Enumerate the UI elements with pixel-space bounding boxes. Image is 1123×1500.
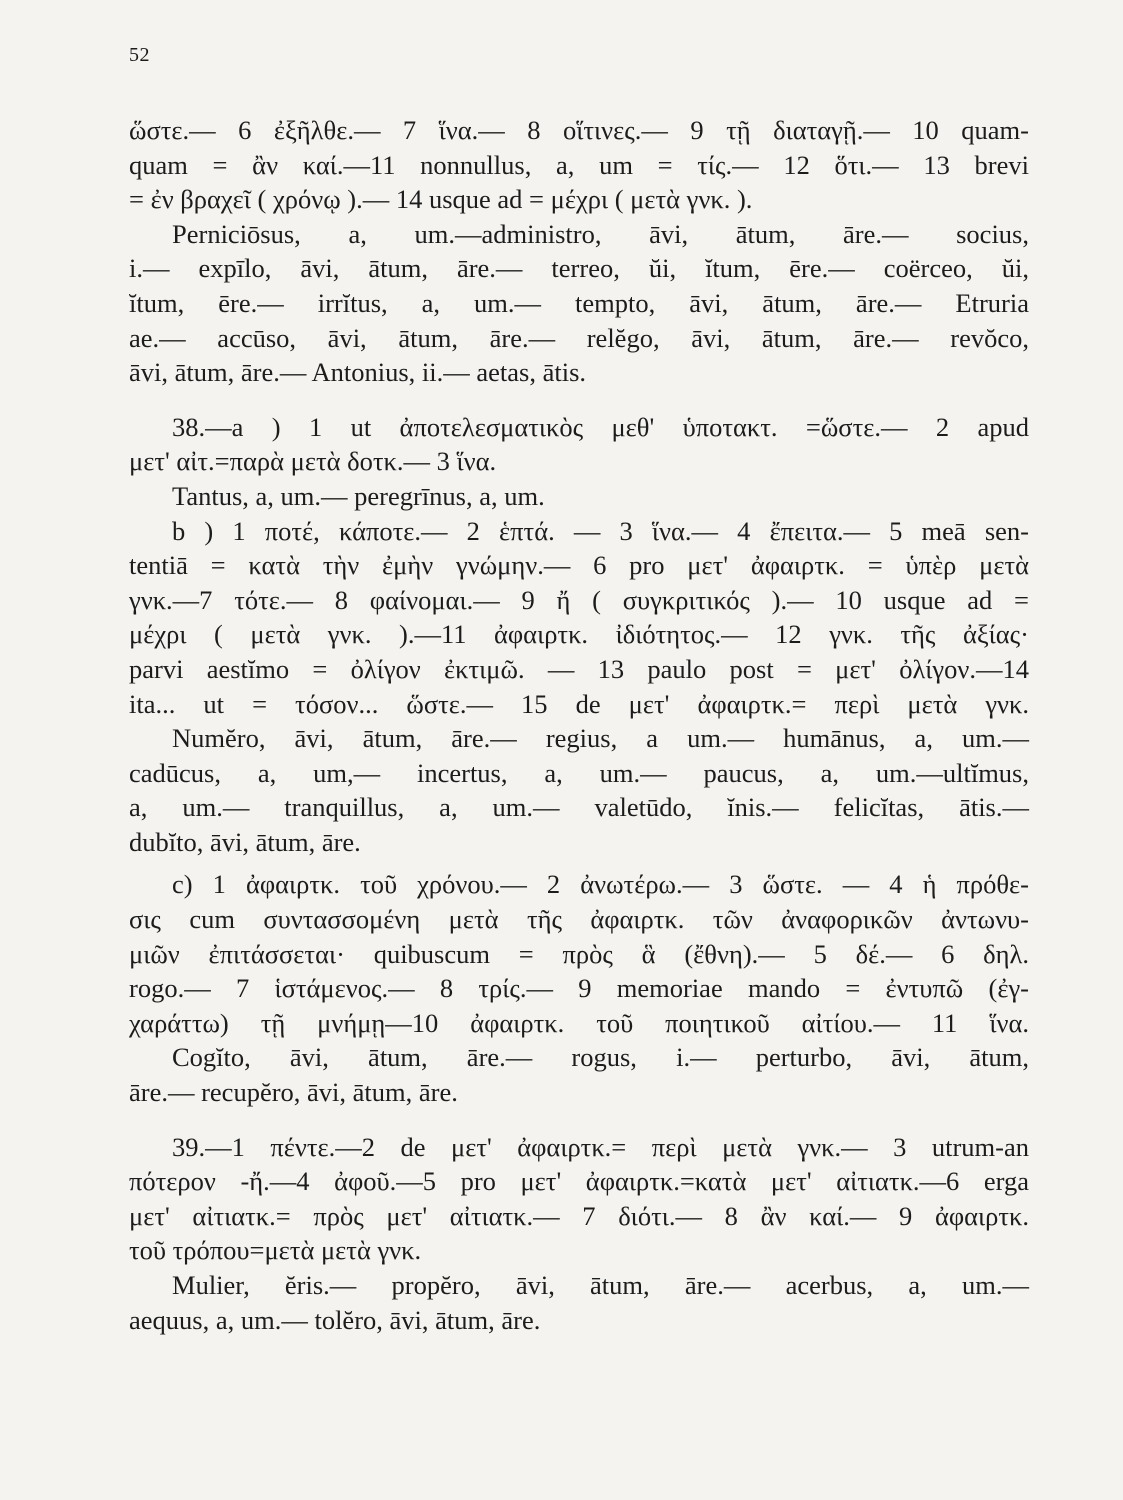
vocab-line: ae.— accūso, āvi, ātum, āre.— relĕgo, āvi, ātum, āre.— revŏco, (129, 322, 1029, 353)
exercise-38-b-line: μέχρι ( μετὰ γνκ. ).—11 ἀφαιρτκ. ἰδιότητος.— 12 γνκ. τῆς ἀξίας· (129, 619, 1029, 650)
exercise-38-c-line: rogo.— 7 ἱστάμενος.— 8 τρίς.— 9 memoriae mando = ἐντυπῶ (ἐγ- (129, 973, 1029, 1004)
vocab-line: i.— expīlo, āvi, ātum, āre.— terreo, ŭi, ĭtum, ēre.— coërceo, ŭi, (129, 253, 1029, 284)
vocab-line: Mulier, ĕris.— propĕro, āvi, ātum, āre.— acerbus, a, um.— (172, 1270, 1029, 1300)
exercise-38-c-line: χαράττω) τῇ μνήμῃ—10 ἀφαιρτκ. τοῦ ποιητικοῦ αἰτίου.— 11 ἵνα. (129, 1007, 1029, 1038)
exercise-39-line: μετ' αἰτιατκ.= πρὸς μετ' αἰτιατκ.— 7 διότι.— 8 ἂν καί.— 9 ἀφαιρτκ. (129, 1200, 1029, 1231)
exercise-38-c-line: c) 1 ἀφαιρτκ. τοῦ χρόνου.— 2 ἀνωτέρω.— 3 ὥστε. — 4 ἡ πρόθε- (172, 869, 1029, 900)
vocab-line: Perniciōsus, a, um.—administro, āvi, ātum, āre.— socius, (172, 218, 1029, 249)
text-line: = ἐν βραχεῖ ( χρόνῳ ).— 14 usque ad = μέχρι ( μετὰ γνκ. ). (129, 184, 753, 215)
exercise-38-a-line: μετ' αἰτ.=παρὰ μετὰ δοτκ.— 3 ἵνα. (129, 446, 497, 477)
exercise-38-a-line: 38.—a ) 1 ut ἀποτελεσματικὸς μεθ' ὑποτακτ. =ὥστε.— 2 apud (172, 411, 1029, 442)
vocab-line: a, um.— tranquillus, a, um.— valetūdo, ĭnis.— felicĭtas, ātis.— (129, 792, 1029, 823)
exercise-38-b-line: ita... ut = τόσον... ὥστε.— 15 de μετ' ἀφαιρτκ.= περὶ μετὰ γνκ. (129, 688, 1029, 719)
vocab-line: ĭtum, ēre.— irrĭtus, a, um.— tempto, āvi, ātum, āre.— Etruria (129, 287, 1029, 318)
section-spacer (129, 1110, 1029, 1130)
exercise-39-line: τοῦ τρόπου=μετὰ μετὰ γνκ. (129, 1235, 422, 1266)
text-line: ὥστε.— 6 ἐξῆλθε.— 7 ἵνα.— 8 οἵτινες.— 9 τῇ διαταγῇ.— 10 quam- (129, 115, 1029, 145)
exercise-38-b-line: tentiā = κατὰ τὴν ἐμὴν γνώμην.— 6 pro μετ' ἀφαιρτκ. = ὑπὲρ μετὰ (129, 550, 1029, 581)
vocab-line: Numĕro, āvi, ātum, āre.— regius, a um.— humānus, a, um.— (172, 723, 1029, 754)
exercise-38-b-line: b ) 1 ποτέ, κάποτε.— 2 ἑπτά. — 3 ἵνα.— 4 ἔπειτα.— 5 meā sen- (172, 515, 1029, 546)
vocab-line: āvi, ātum, āre.— Antonius, ii.— aetas, ātis. (129, 357, 587, 388)
section-spacer (129, 390, 1029, 410)
vocab-line: aequus, a, um.— tolĕro, āvi, ātum, āre. (129, 1304, 541, 1335)
text-line: quam = ἂν καί.—11 nonnullus, a, um = τίς.— 12 ὅτι.— 13 brevi (129, 149, 1029, 180)
vocab-line: Tantus, a, um.— peregrīnus, a, um. (172, 480, 545, 511)
vocab-line: cadūcus, a, um,— incertus, a, um.— paucus, a, um.—ultĭmus, (129, 757, 1029, 788)
page-number: 52 (129, 44, 150, 66)
vocab-line: Cogĭto, āvi, ātum, āre.— rogus, i.— perturbo, āvi, ātum, (172, 1042, 1029, 1073)
exercise-38-b-line: γνκ.—7 τότε.— 8 φαίνομαι.— 9 ἤ ( συγκριτικός ).— 10 usque ad = (129, 584, 1029, 615)
exercise-39-line: πότερον -ἤ.—4 ἀφοῦ.—5 pro μετ' ἀφαιρτκ.=κατὰ μετ' αἰτιατκ.—6 erga (129, 1166, 1029, 1197)
vocab-line: dubĭto, āvi, ātum, āre. (129, 826, 361, 857)
vocab-line: āre.— recupĕro, āvi, ātum, āre. (129, 1077, 458, 1108)
exercise-38-c-line: σις cum συντασσομένη μετὰ τῆς ἀφαιρτκ. τῶν ἀναφορικῶν ἀντωνυ- (129, 904, 1029, 935)
exercise-39-line: 39.—1 πέντε.—2 de μετ' ἀφαιρτκ.= περὶ μετὰ γνκ.— 3 utrum-an (172, 1131, 1029, 1162)
exercise-38-b-line: parvi aestĭmo = ὀλίγον ἐκτιμῶ. — 13 paulo post = μετ' ὀλίγον.—14 (129, 653, 1029, 684)
page-body-text (129, 113, 1029, 1337)
section-spacer (129, 859, 1029, 867)
exercise-38-c-line: μιῶν ἐπιτάσσεται· quibuscum = πρὸς ἃ (ἔθνη).— 5 δέ.— 6 δηλ. (129, 938, 1029, 969)
